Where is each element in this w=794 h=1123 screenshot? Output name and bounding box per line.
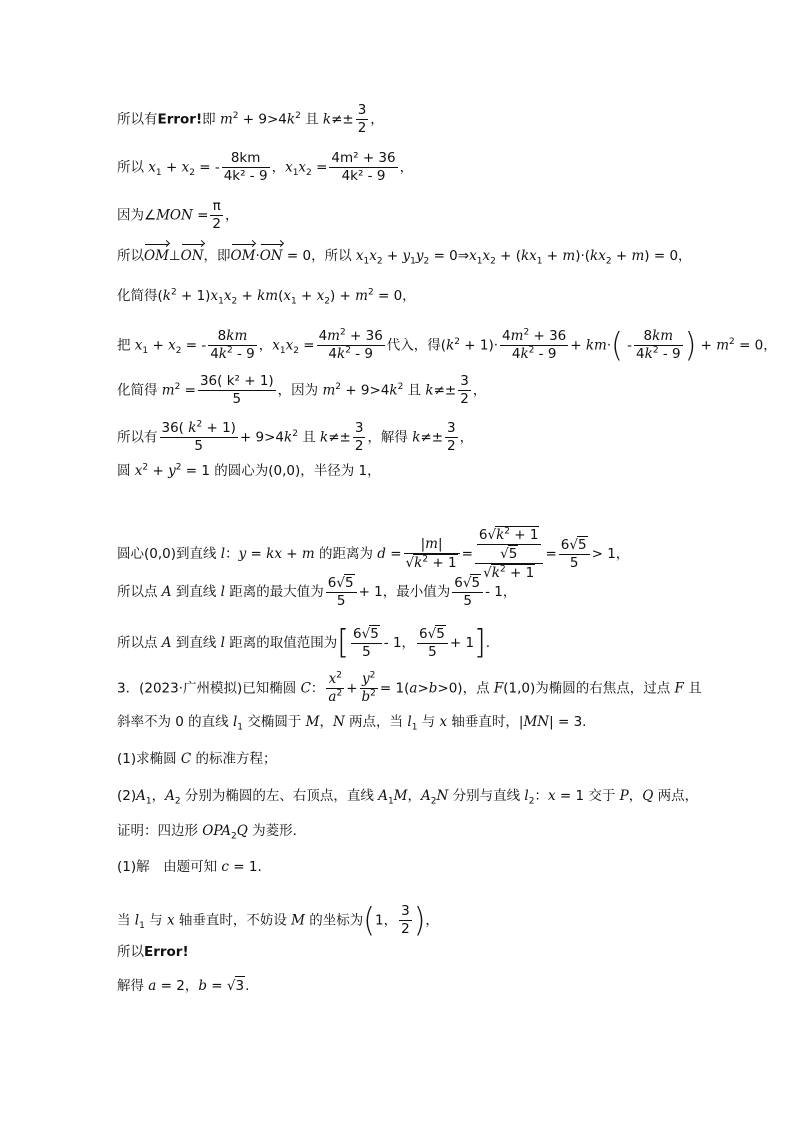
question-3-part-1: (1)求椭圆 C 的标准方程； <box>117 751 277 767</box>
line-2: 所以 $x_1 + x_2$ = - $\frac{8km}{\text{4k² - 9}}$ ，$x_1x_2$ = $\frac{\text{4m² + 36}}{\text{4k² - 9}}$ ， <box>117 150 414 184</box>
line-11: 所以点 A 到直线 l 距离的最大值为 $\frac{6√5}{5}$ + 1，最小值为 $\frac{6√5}{5}$ - 1， <box>117 575 517 609</box>
line-12: 所以点 A 到直线 l 距离的取值范围为[ $\frac{6√5}{5}$ - 1， $\frac{6√5}{5}$ + 1]. <box>117 623 491 662</box>
line-8: 所以有 $\frac{36( k^2 + 1)}{5}$ + $9>4k^2$ 且 k≠± $\frac{3}{2}$ ，解得 k≠± $\frac{3}{2}$ ， <box>117 419 474 454</box>
question-3-part-2b: 证明：四边形 $OPA_2Q$ 为菱形． <box>117 823 307 842</box>
solution-line-2: 当 $l_1$ 与 x 轴垂直时，不妨设 M 的坐标为(1， $\frac{3}{2}$ )， <box>117 900 439 940</box>
error-marker: 所以有Error!即 <box>117 111 220 128</box>
question-3-line-2: 斜率不为 0 的直线 $l_1$ 交椭圆于 M，N 两点，当 $l_1$ 与 x 轴垂直时，|MN| = 3. <box>117 714 587 733</box>
line-3: 因为∠MON = $\frac{\pi}{2}$ ， <box>117 198 239 232</box>
line-7: 化简得 $m^2$ = $\frac{\text{36( k² + 1)}}{5}$ ，因为 $m^2 + 9>4k^2$ 且 k≠± $\frac{3}{2}$ ， <box>117 373 487 407</box>
solution-line-4: 解得 a = 2，b = √3. <box>117 978 250 994</box>
solution-line-1: (1)解 由题可知 c = 1. <box>117 859 262 875</box>
question-3: 3．(2023·广州模拟)已知椭圆 C： $\frac{x^2}{a^2}$ + $\frac{y^2}{b^2}$ = 1(a>b>0)，点 F(1,0)为椭圆的右焦点，过点 F 且 <box>117 670 702 705</box>
line-10: 圆心(0,0)到直线 l：y = kx + m 的距离为 d = $\frac{|m|}{√k^2 + 1}$ = $\frac{\frac{6√k^2 + 1}{√5}}{√k^2 + 1}$ = $\frac{6√5}{5}$ > 1， <box>117 526 630 581</box>
line-9: 圆 $x^2 + y^2 = 1$ 的圆心为(0,0)，半径为 1， <box>117 462 381 479</box>
fraction: $\frac{8km}{\text{4k² - 9}}$ <box>223 150 268 184</box>
line-1: 所以有Error!即 $m^2 + 9>4k^2$ 且 k≠± $\frac{3}{2}$ ， <box>117 102 384 136</box>
fraction: $\frac{\text{4m² + 36}}{\text{4k² - 9}}$ <box>331 150 396 184</box>
solution-line-3: 所以Error! <box>117 944 189 960</box>
line-5: 化简得$(k^2 + 1)x_1x_2 + km(x_1 + x_2) + m^2 = 0$， <box>117 287 416 307</box>
question-3-part-2: $(2)A_1$，$A_2$ 分别为椭圆的左、右顶点，直线 $A_1M$，$A_2N$ 分别与直线 $l_2$：x = 1 交于 P，Q 两点， <box>117 788 699 807</box>
line-6: 把 $x_1 + x_2$ = - $\frac{8km}{4k^2 - 9}$ ，$x_1x_2$ = $\frac{4m^2 + 36}{4k^2 - 9}$ 代入，得$(k^2 + 1)\cdot$ $\frac{4m^2 + 36}{4k^2 - 9}$ + km·( - $\frac{8km}{4k^2 - 9}$ ) + $m^2 = 0$， <box>117 325 777 365</box>
line-4: 所以OM⊥ON，即OM·ON = 0，所以 $x_1x_2 + y_1y_2$ = $0\Rightarrow x_1x_2 + (kx_1 + m)\cdot(kx_2 + m) = 0$， <box>117 248 692 267</box>
